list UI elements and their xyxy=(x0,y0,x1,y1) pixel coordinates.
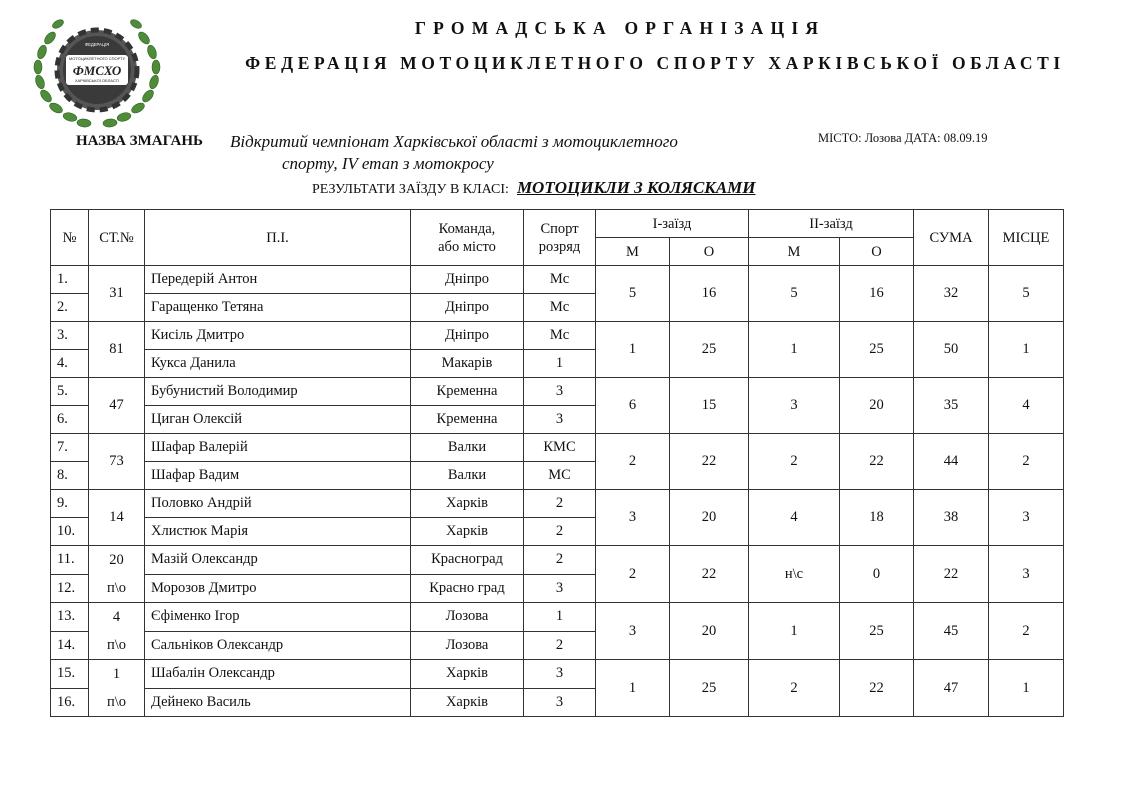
svg-text:ФЕДЕРАЦІЯ: ФЕДЕРАЦІЯ xyxy=(84,42,110,47)
header-sum: СУМА xyxy=(914,210,989,266)
rider-rank: 2 xyxy=(524,546,596,575)
header-race1-o: О xyxy=(670,238,749,266)
table-row xyxy=(51,546,1064,575)
rider-name: Бубунистий Володимир xyxy=(145,378,411,406)
rider-rank: 3 xyxy=(524,378,596,406)
rider-rank: 3 xyxy=(524,660,596,689)
class-line xyxy=(312,178,756,198)
start-number xyxy=(89,603,145,660)
race2-position: 1 xyxy=(749,322,840,378)
start-number: 31 xyxy=(89,266,145,322)
rider-name: Половко Андрій xyxy=(145,490,411,518)
rider-rank: 2 xyxy=(524,490,596,518)
rider-rank: 3 xyxy=(524,574,596,603)
total-points: 47 xyxy=(914,660,989,717)
rider-name: Сальніков Олександр xyxy=(145,631,411,660)
race1-points: 15 xyxy=(670,378,749,434)
final-place: 4 xyxy=(989,378,1064,434)
race2-points: 20 xyxy=(840,378,914,434)
race1-position: 2 xyxy=(596,434,670,490)
total-points: 32 xyxy=(914,266,989,322)
table-row xyxy=(51,266,1064,294)
svg-text:МОТОЦИКЛЕТНОГО СПОРТУ: МОТОЦИКЛЕТНОГО СПОРТУ xyxy=(68,56,126,61)
row-number: 1. xyxy=(51,266,89,294)
start-number xyxy=(89,660,145,717)
row-number: 12. xyxy=(51,574,89,603)
total-points: 35 xyxy=(914,378,989,434)
race2-points: 25 xyxy=(840,322,914,378)
total-points: 44 xyxy=(914,434,989,490)
city-date: МІСТО: Лозова ДАТА: 08.09.19 xyxy=(818,131,988,145)
rider-name: Передерій Антон xyxy=(145,266,411,294)
start-number: 81 xyxy=(89,322,145,378)
race2-points: 18 xyxy=(840,490,914,546)
start-number: 14 xyxy=(89,490,145,546)
final-place: 3 xyxy=(989,546,1064,603)
race1-position: 3 xyxy=(596,490,670,546)
row-number: 5. xyxy=(51,378,89,406)
row-number: 3. xyxy=(51,322,89,350)
rider-team: Лозова xyxy=(411,631,524,660)
competition-name-line1: Відкритий чемпіонат Харківської області з мотоциклетного xyxy=(230,132,678,151)
rider-rank: КМС xyxy=(524,434,596,462)
header-no: № xyxy=(51,210,89,266)
competition-name-line2: спорту, IV етап з мотокросу xyxy=(282,154,494,173)
final-place: 2 xyxy=(989,434,1064,490)
race1-points: 25 xyxy=(670,660,749,717)
race1-points: 20 xyxy=(670,603,749,660)
rider-name: Кисіль Дмитро xyxy=(145,322,411,350)
race2-points: 22 xyxy=(840,434,914,490)
rider-rank: Мс xyxy=(524,294,596,322)
race1-position: 1 xyxy=(596,322,670,378)
race2-position: 1 xyxy=(749,603,840,660)
total-points: 38 xyxy=(914,490,989,546)
race2-points: 0 xyxy=(840,546,914,603)
header-start-number: СТ.№ xyxy=(89,210,145,266)
final-place: 1 xyxy=(989,660,1064,717)
total-points: 22 xyxy=(914,546,989,603)
header-name: П.І. xyxy=(145,210,411,266)
race1-points: 22 xyxy=(670,546,749,603)
row-number: 2. xyxy=(51,294,89,322)
race2-points: 16 xyxy=(840,266,914,322)
rider-rank: 2 xyxy=(524,518,596,546)
rider-team: Макарів xyxy=(411,350,524,378)
total-points: 50 xyxy=(914,322,989,378)
rider-name: Дейнеко Василь xyxy=(145,688,411,717)
header-race2-m: М xyxy=(749,238,840,266)
rider-rank: 1 xyxy=(524,350,596,378)
table-row xyxy=(51,660,1064,689)
row-number: 7. xyxy=(51,434,89,462)
rider-name: Єфіменко Ігор xyxy=(145,603,411,632)
results-table xyxy=(50,209,1064,717)
rider-team: Харків xyxy=(411,688,524,717)
rider-rank: Мс xyxy=(524,266,596,294)
header-race1-m: М xyxy=(596,238,670,266)
rider-rank: 2 xyxy=(524,631,596,660)
rider-name: Хлистюк Марія xyxy=(145,518,411,546)
race2-position: 2 xyxy=(749,434,840,490)
start-number-value: 20 xyxy=(109,552,124,568)
rider-team: Кременна xyxy=(411,406,524,434)
start-number-note: п\о xyxy=(106,637,127,653)
rider-name: Гаращенко Тетяна xyxy=(145,294,411,322)
race2-position: н\с xyxy=(749,546,840,603)
svg-text:ФМСХО: ФМСХО xyxy=(72,63,122,78)
rider-team: Харків xyxy=(411,660,524,689)
rider-name: Мазій Олександр xyxy=(145,546,411,575)
row-number: 9. xyxy=(51,490,89,518)
start-number xyxy=(89,546,145,603)
race2-position: 2 xyxy=(749,660,840,717)
header-race-2: ІІ-заїзд xyxy=(749,210,914,238)
rider-team: Харків xyxy=(411,518,524,546)
rider-name: Морозов Дмитро xyxy=(145,574,411,603)
rider-team: Харків xyxy=(411,490,524,518)
row-number: 16. xyxy=(51,688,89,717)
rider-name: Шабалін Олександр xyxy=(145,660,411,689)
header-rank: Спорт розряд xyxy=(524,210,596,266)
race1-position: 1 xyxy=(596,660,670,717)
competition-name xyxy=(230,131,750,175)
race1-points: 25 xyxy=(670,322,749,378)
final-place: 2 xyxy=(989,603,1064,660)
race1-points: 20 xyxy=(670,490,749,546)
svg-text:ХАРКІВСЬКОЇ ОБЛАСТІ: ХАРКІВСЬКОЇ ОБЛАСТІ xyxy=(74,78,120,83)
rider-name: Кукса Данила xyxy=(145,350,411,378)
header-place: МІСЦЕ xyxy=(989,210,1064,266)
row-number: 6. xyxy=(51,406,89,434)
start-number-note: п\о xyxy=(106,580,127,596)
row-number: 13. xyxy=(51,603,89,632)
row-number: 11. xyxy=(51,546,89,575)
rider-team: Валки xyxy=(411,434,524,462)
header-race2-o: О xyxy=(840,238,914,266)
rider-rank: 3 xyxy=(524,406,596,434)
rider-name: Шафар Валерій xyxy=(145,434,411,462)
race1-position: 5 xyxy=(596,266,670,322)
rider-name: Циган Олексій xyxy=(145,406,411,434)
rider-team: Валки xyxy=(411,462,524,490)
race2-points: 22 xyxy=(840,660,914,717)
rider-rank: МС xyxy=(524,462,596,490)
class-label: РЕЗУЛЬТАТИ ЗАЇЗДУ В КЛАСІ: xyxy=(312,182,509,197)
row-number: 14. xyxy=(51,631,89,660)
header-team: Команда, або місто xyxy=(411,210,524,266)
federation-logo xyxy=(28,8,166,134)
start-number: 47 xyxy=(89,378,145,434)
race1-points: 22 xyxy=(670,434,749,490)
row-number: 4. xyxy=(51,350,89,378)
organization-title: ГРОМАДСЬКА ОРГАНІЗАЦІЯ xyxy=(414,18,826,38)
rider-team: Дніпро xyxy=(411,322,524,350)
rider-team: Дніпро xyxy=(411,294,524,322)
start-number: 73 xyxy=(89,434,145,490)
start-number-value: 1 xyxy=(112,666,121,682)
federation-title: ФЕДЕРАЦІЯ МОТОЦИКЛЕТНОГО СПОРТУ ХАРКІВСЬКОЇ ОБЛАСТІ xyxy=(245,53,1065,73)
table-row xyxy=(51,603,1064,632)
race2-position: 3 xyxy=(749,378,840,434)
row-number: 8. xyxy=(51,462,89,490)
race1-position: 3 xyxy=(596,603,670,660)
final-place: 1 xyxy=(989,322,1064,378)
results-body xyxy=(51,266,1064,717)
final-place: 3 xyxy=(989,490,1064,546)
race2-position: 5 xyxy=(749,266,840,322)
total-points: 45 xyxy=(914,603,989,660)
table-row xyxy=(51,322,1064,350)
competition-label: НАЗВА ЗМАГАНЬ xyxy=(76,133,203,149)
rider-team: Красно град xyxy=(411,574,524,603)
rider-team: Лозова xyxy=(411,603,524,632)
rider-team: Кременна xyxy=(411,378,524,406)
race2-position: 4 xyxy=(749,490,840,546)
rider-team: Дніпро xyxy=(411,266,524,294)
table-row xyxy=(51,378,1064,406)
race1-position: 6 xyxy=(596,378,670,434)
table-row xyxy=(51,434,1064,462)
rider-rank: Мс xyxy=(524,322,596,350)
row-number: 10. xyxy=(51,518,89,546)
start-number-note: п\о xyxy=(106,694,127,710)
header-race-1: І-заїзд xyxy=(596,210,749,238)
table-row xyxy=(51,490,1064,518)
row-number: 15. xyxy=(51,660,89,689)
race2-points: 25 xyxy=(840,603,914,660)
race1-position: 2 xyxy=(596,546,670,603)
rider-team: Красноград xyxy=(411,546,524,575)
final-place: 5 xyxy=(989,266,1064,322)
rider-rank: 1 xyxy=(524,603,596,632)
rider-name: Шафар Вадим xyxy=(145,462,411,490)
race1-points: 16 xyxy=(670,266,749,322)
rider-rank: 3 xyxy=(524,688,596,717)
start-number-value: 4 xyxy=(112,609,121,625)
class-name: МОТОЦИКЛИ З КОЛЯСКАМИ xyxy=(516,178,756,197)
